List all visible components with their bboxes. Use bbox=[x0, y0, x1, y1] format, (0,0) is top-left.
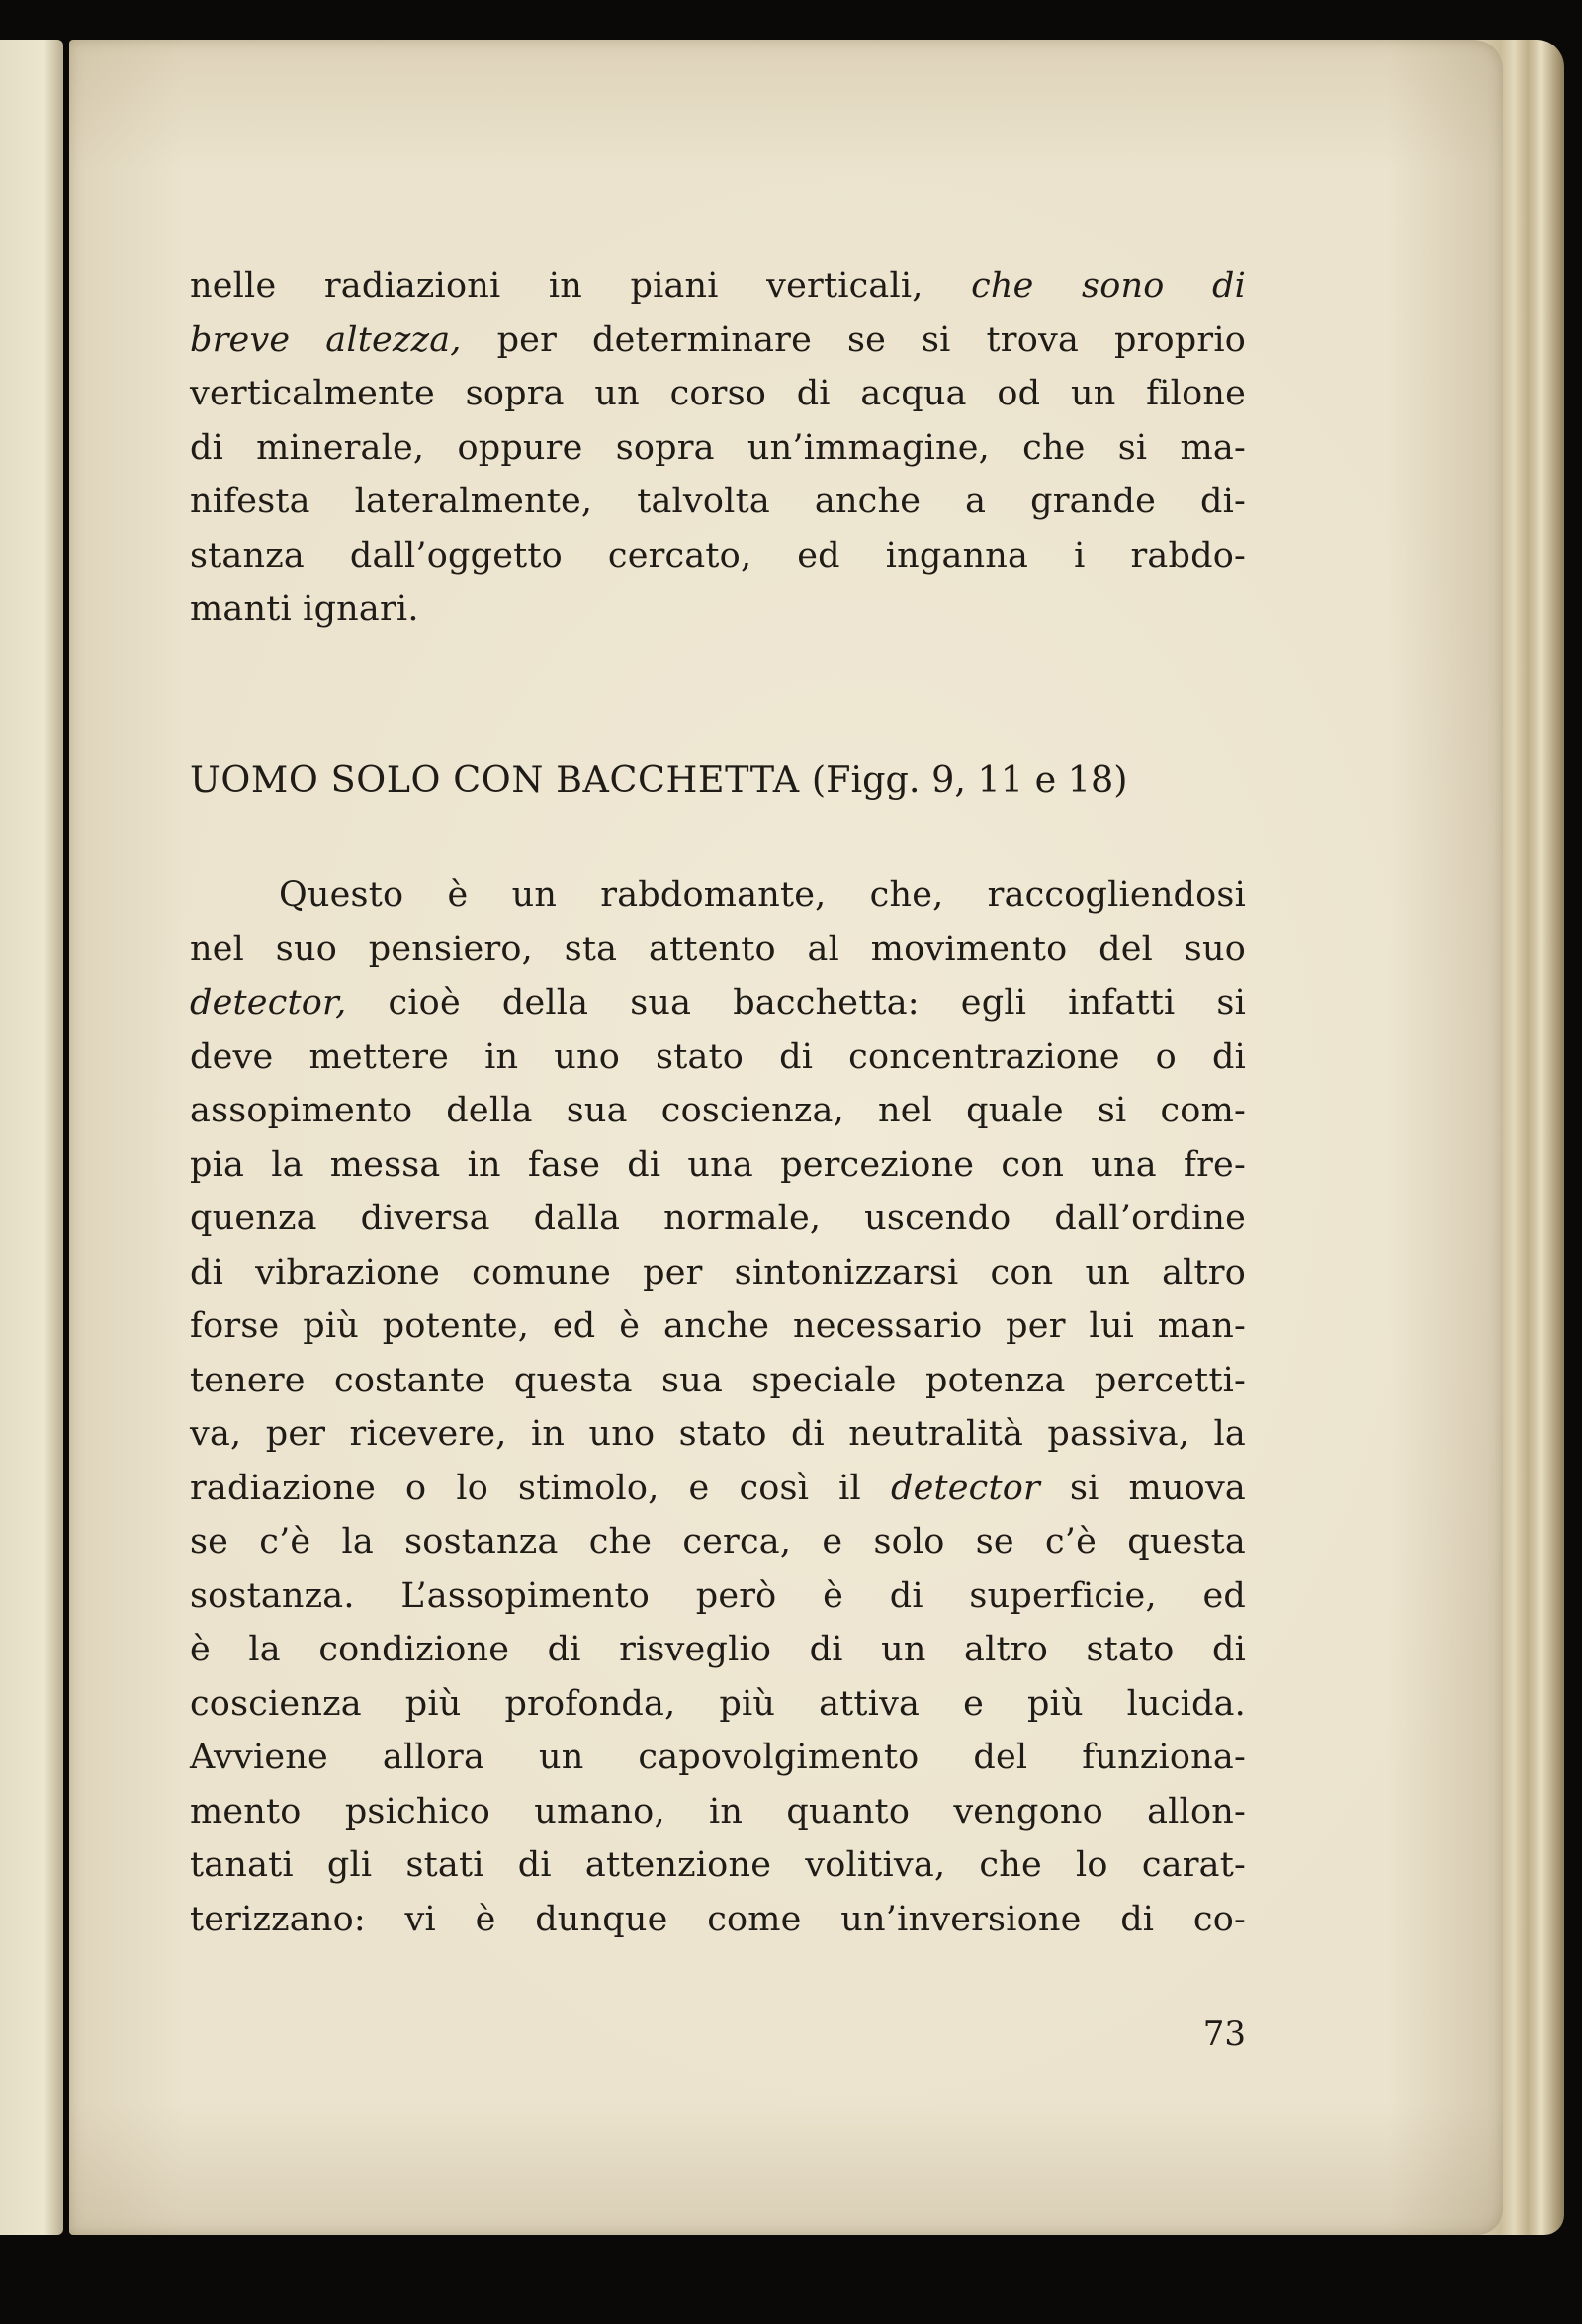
text-line: stanza dall’oggetto cercato, ed inganna i rabdo- bbox=[190, 535, 1246, 576]
text-line: è la condizione di risveglio di un altro stato di bbox=[190, 1630, 1246, 1669]
text-line: manti ignari. bbox=[190, 589, 419, 629]
text-line: tanati gli stati di attenzione volitiva, che lo carat- bbox=[190, 1845, 1246, 1885]
text-line: radiazione o lo stimolo, e così il detector si muova bbox=[190, 1468, 1246, 1508]
text-line: terizzano: vi è dunque come un’inversione di co- bbox=[190, 1899, 1246, 1939]
paragraph-dowser bbox=[190, 868, 1246, 1946]
text-line: pia la messa in fase di una percezione con una fre- bbox=[190, 1144, 1246, 1185]
section-heading bbox=[190, 754, 1246, 807]
text-line: se c’è la sostanza che cerca, e solo se c’è questa bbox=[190, 1522, 1246, 1562]
text-line: verticalmente sopra un corso di acqua od un filone bbox=[190, 374, 1246, 413]
text-line: va, per ricevere, in uno stato di neutralità passiva, la bbox=[190, 1414, 1246, 1454]
text-line: nel suo pensiero, sta attento al movimento del suo bbox=[190, 929, 1246, 969]
paragraph-radiations bbox=[190, 259, 1246, 637]
text-line: deve mettere in uno stato di concentrazione o di bbox=[190, 1036, 1246, 1077]
text-line: nelle radiazioni in piani verticali, che sono di bbox=[190, 266, 1246, 306]
text-line: di vibrazione comune per sintonizzarsi con un altro bbox=[190, 1252, 1246, 1293]
text-line: Avviene allora un capovolgimento del funziona- bbox=[190, 1738, 1246, 1777]
text-line: breve altezza, per determinare se si trova proprio bbox=[190, 319, 1246, 360]
text-line: sostanza. L’assopimento però è di superficie, ed bbox=[190, 1575, 1246, 1616]
text-line: quenza diversa dalla normale, uscendo dall’ordine bbox=[190, 1199, 1246, 1238]
text-line: di minerale, oppure sopra un’immagine, che si ma- bbox=[190, 427, 1246, 468]
page-number: 73 bbox=[1202, 2014, 1246, 2054]
text-line: nifesta lateralmente, talvolta anche a grande di- bbox=[190, 482, 1246, 521]
figure-reference: (Figg. 9, 11 e 18) bbox=[811, 759, 1128, 801]
text-line: Questo è un rabdomante, che, raccogliendosi bbox=[279, 875, 1246, 915]
text-line: assopimento della sua coscienza, nel quale si com- bbox=[190, 1091, 1246, 1130]
text-line: coscienza più profonda, più attiva e più lucida. bbox=[190, 1683, 1246, 1724]
section-title: UOMO SOLO CON BACCHETTA bbox=[190, 759, 800, 801]
text-line: mento psichico umano, in quanto vengono allon- bbox=[190, 1791, 1246, 1832]
text-line: tenere costante questa sua speciale potenza percetti- bbox=[190, 1360, 1246, 1400]
text-line: detector, cioè della sua bacchetta: egli infatti si bbox=[190, 983, 1246, 1023]
text-line: forse più potente, ed è anche necessario per lui man- bbox=[190, 1306, 1246, 1346]
previous-page-edge bbox=[0, 40, 63, 2235]
